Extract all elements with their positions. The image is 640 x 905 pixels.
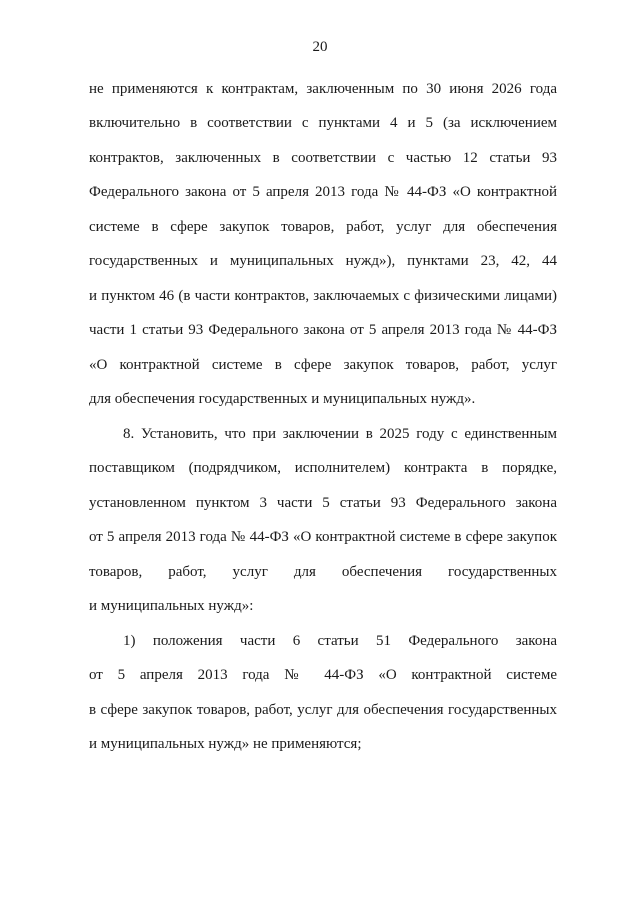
text-line: поставщиком (подрядчиком, исполнителем) контракта в порядке, xyxy=(89,460,557,476)
text-line: и муниципальных нужд» не применяются; xyxy=(89,736,362,752)
text-line: не применяются к контрактам, заключенным по 30 июня 2026 года xyxy=(89,81,557,97)
text-line: и пунктом 46 (в части контрактов, заключаемых с физическими лицами) xyxy=(89,288,557,304)
text-line: товаров, работ, услуг для обеспечения государственных xyxy=(89,564,557,580)
text-line: в сфере закупок товаров, работ, услуг для обеспечения государственных xyxy=(89,702,557,718)
text-line: и муниципальных нужд»: xyxy=(89,598,254,614)
text-line: Федерального закона от 5 апреля 2013 года № 44-ФЗ «О контрактной xyxy=(89,184,557,200)
text-line: контрактов, заключенных в соответствии с частью 12 статьи 93 xyxy=(89,150,557,166)
text-line: для обеспечения государственных и муниципальных нужд». xyxy=(89,391,476,407)
text-line: части 1 статьи 93 Федерального закона от 5 апреля 2013 года № 44-ФЗ xyxy=(89,322,557,338)
text-line: от 5 апреля 2013 года № 44-ФЗ «О контрактной системе в сфере закупок xyxy=(89,529,557,545)
text-line: системе в сфере закупок товаров, работ, услуг для обеспечения xyxy=(89,219,557,235)
paragraph-8-start: 8. Установить, что при заключении в 2025 году с единственным xyxy=(123,426,557,442)
text-line: государственных и муниципальных нужд»), пунктами 23, 42, 44 xyxy=(89,253,557,269)
page-number: 20 xyxy=(312,39,328,55)
text-line: от 5 апреля 2013 года № 44-ФЗ «О контрактной системе xyxy=(89,667,557,683)
text-line: установленном пунктом 3 части 5 статьи 93 Федерального закона xyxy=(89,495,557,511)
text-line: включительно в соответствии с пунктами 4 и 5 (за исключением xyxy=(89,115,557,131)
text-line: «О контрактной системе в сфере закупок товаров, работ, услуг xyxy=(89,357,557,373)
subitem-1-start: 1) положения части 6 статьи 51 Федерального закона xyxy=(123,633,557,649)
